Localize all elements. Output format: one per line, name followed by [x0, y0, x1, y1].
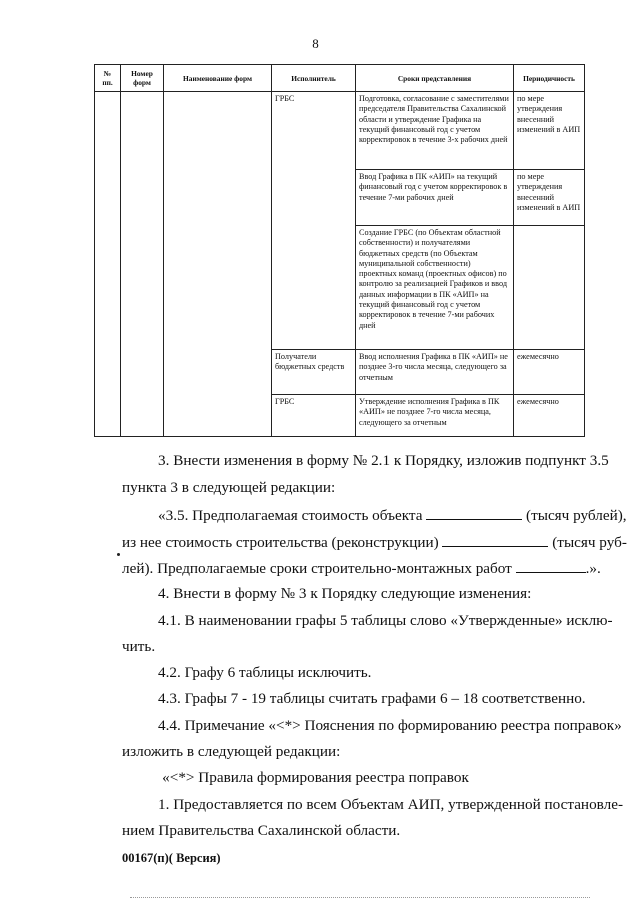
header-executor: Исполнитель [272, 65, 356, 92]
cell-deadline: Ввод исполнения Графика в ПК «АИП» не позднее 3-го числа месяца, следующего за отчетным [356, 350, 514, 395]
cost-blank-field [426, 505, 522, 520]
paragraph-4: 4. Внести в форму № 3 к Порядку следующие изменения: [158, 585, 532, 602]
header-form-name: Наименование форм [164, 65, 272, 92]
header-deadline: Сроки представления [356, 65, 514, 92]
subitem-3-5-text-2: из нее стоимость строительства (реконструкции) [122, 534, 439, 551]
cell-executor: Получатели бюджетных средств [272, 350, 356, 395]
cell-deadline: Ввод Графика в ПК «АИП» на текущий финансовый год с учетом корректировок в течение 7-ми рабочих дней [356, 170, 514, 226]
paragraph-3-line-2: пункта 3 в следующей редакции: [122, 479, 336, 496]
cell-deadline: Утверждение исполнения Графика в ПК «АИП» не позднее 7-го числа месяца, следующего за отчетным [356, 395, 514, 437]
subitem-3-5-line-1 [158, 505, 627, 525]
subitem-3-5-line-3 [122, 558, 601, 578]
cell-deadline: Подготовка, согласование с заместителями председателя Правительства Сахалинской области и утверждение Графика на текущий финансовый год с учетом корректировок в течение 3-х рабочих дней [356, 92, 514, 170]
table-header-row [95, 65, 585, 92]
item-4-4-line-1: 4.4. Примечание «<*> Пояснения по формированию реестра поправок» [158, 717, 622, 734]
cell-form-name [164, 92, 272, 437]
scan-edge-noise [130, 897, 590, 899]
item-4-2: 4.2. Графу 6 таблицы исключить. [158, 664, 372, 681]
subitem-3-5-text-3: лей). Предполагаемые сроки строительно-монтажных работ [122, 560, 512, 577]
schedule-table [94, 64, 585, 437]
cell-periodicity [514, 226, 585, 350]
cell-periodicity: по мере утверждения внесенний изменений в АИП [514, 170, 585, 226]
cell-executor: ГРБС [272, 395, 356, 437]
scan-dot [117, 553, 120, 556]
rules-title: «<*> Правила формирования реестра поправок [162, 769, 469, 786]
cell-executor: ГРБС [272, 92, 356, 350]
subitem-3-5-unit-2: (тысяч руб- [552, 534, 627, 551]
header-number: № пп. [95, 65, 121, 92]
header-periodicity: Периодичность [514, 65, 585, 92]
item-4-4-line-2: изложить в следующей редакции: [122, 743, 341, 760]
page-number: 8 [312, 36, 319, 51]
paragraph-3-line-1: 3. Внести изменения в форму № 2.1 к Порядку, изложив подпункт 3.5 [158, 452, 609, 469]
subitem-3-5-end: .». [585, 560, 601, 577]
works-dates-blank-field [516, 558, 586, 573]
item-4-1-line-2: чить. [122, 638, 156, 655]
table-row [95, 92, 585, 170]
item-4-3: 4.3. Графы 7 - 19 таблицы считать графами 6 – 18 соответственно. [158, 690, 586, 707]
cell-periodicity: по мере утверждения внесенний изменений в АИП [514, 92, 585, 170]
rule-1-line-1: 1. Предоставляется по всем Объектам АИП, утвержденной постановле- [158, 796, 624, 813]
cell-periodicity: ежемесячно [514, 350, 585, 395]
subitem-3-5-line-2 [122, 532, 627, 552]
cell-form-number [121, 92, 164, 437]
cell-periodicity: ежемесячно [514, 395, 585, 437]
construction-cost-blank-field [442, 532, 548, 547]
item-4-1-line-1: 4.1. В наименовании графы 5 таблицы слово «Утвержденные» исклю- [158, 612, 613, 629]
subitem-3-5-unit-1: (тысяч рублей), [526, 507, 627, 524]
cell-deadline: Создание ГРБС (по Объектам областной собственности) и получателями бюджетных средств (по Объектам муниципальной собственности) проектных команд (проектных офисов) по контролю за реализацией Графиков и ввод данных информации в ПК «АИП» на текущий финансовый год с учетом корректировок в течение 7-ми рабочих дней [356, 226, 514, 350]
cell-number [95, 92, 121, 437]
header-form-number: Номер форм [121, 65, 164, 92]
subitem-3-5-text-1: «3.5. Предполагаемая стоимость объекта [158, 507, 423, 524]
document-code: 00167(п)( Версия) [122, 851, 221, 865]
rule-1-line-2: нием Правительства Сахалинской области. [122, 822, 401, 839]
